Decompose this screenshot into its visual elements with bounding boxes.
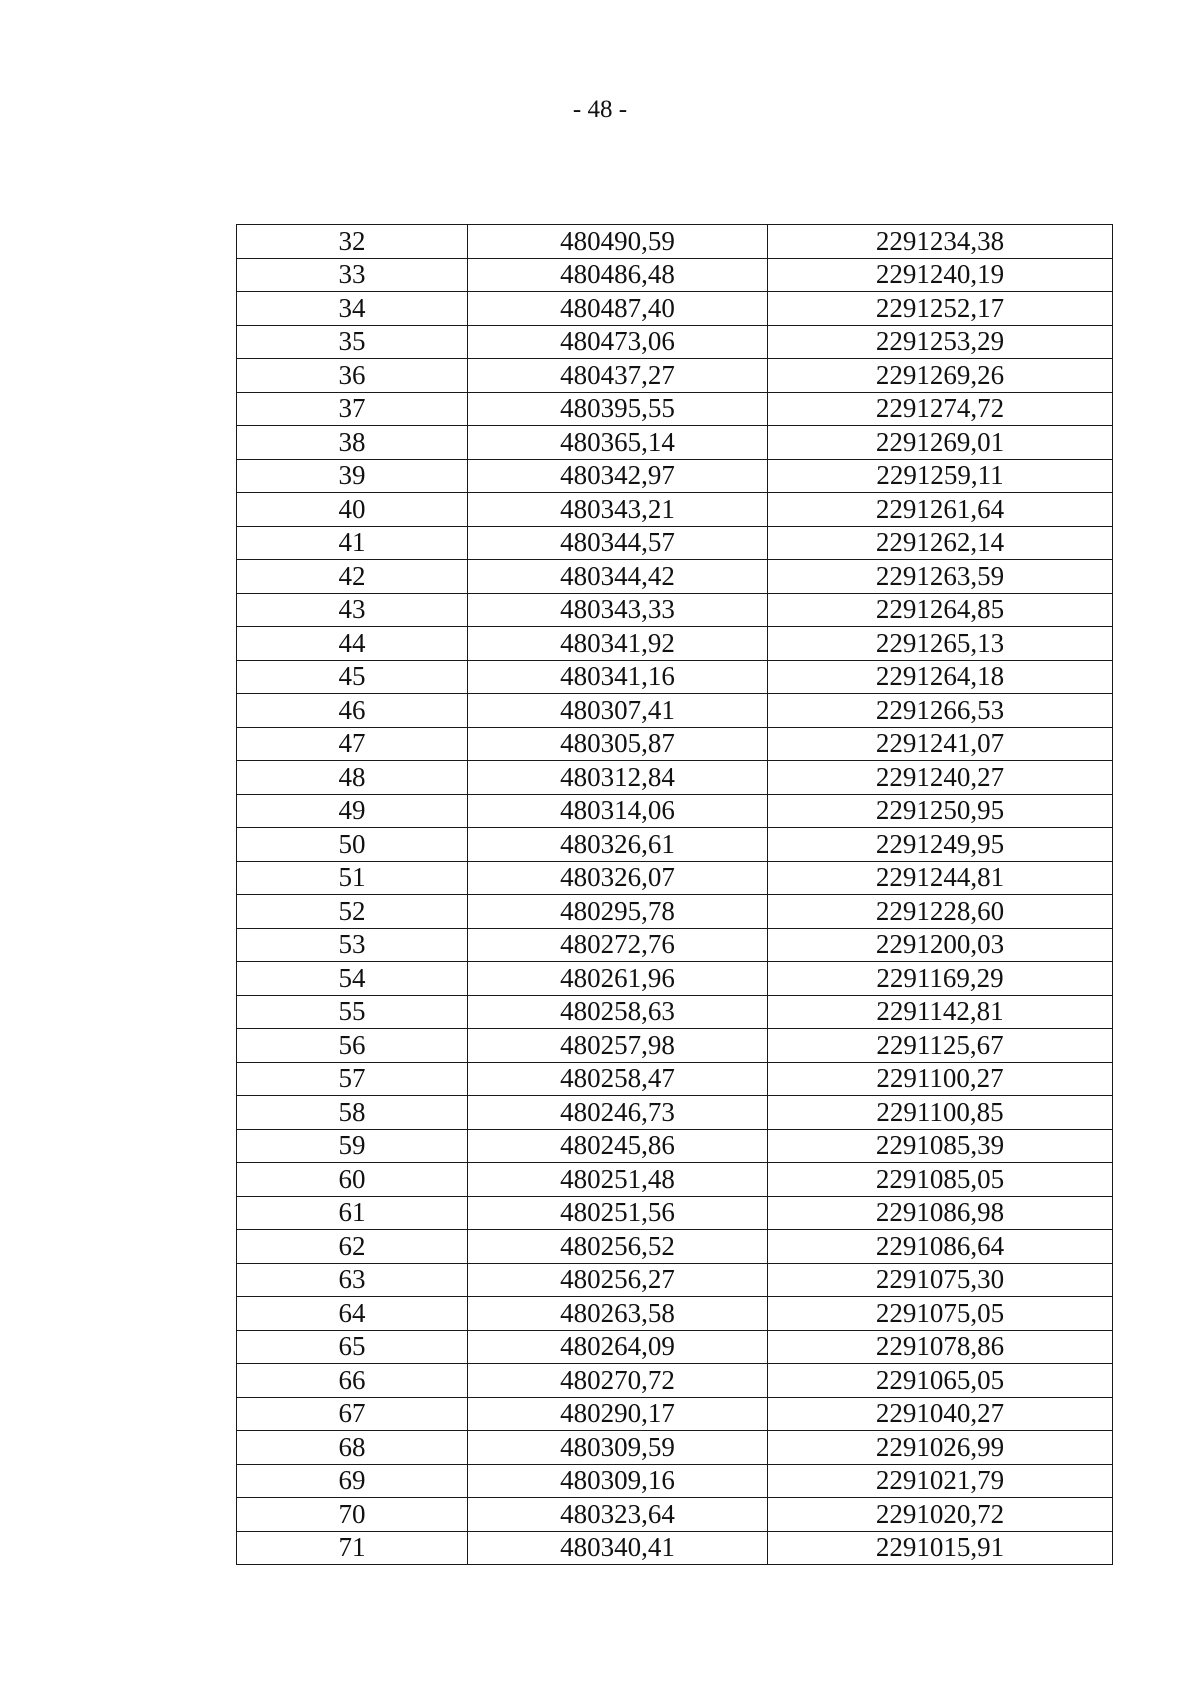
point-number-cell: 69 xyxy=(237,1464,468,1498)
point-number-cell: 37 xyxy=(237,392,468,426)
y-coordinate-cell: 2291266,53 xyxy=(768,694,1113,728)
y-coordinate-cell: 2291269,01 xyxy=(768,426,1113,460)
table-row xyxy=(237,1397,1113,1431)
x-coordinate-cell: 480340,41 xyxy=(468,1531,768,1565)
point-number-cell: 51 xyxy=(237,861,468,895)
y-coordinate-cell: 2291263,59 xyxy=(768,560,1113,594)
table-row xyxy=(237,895,1113,929)
x-coordinate-cell: 480270,72 xyxy=(468,1364,768,1398)
point-number-cell: 44 xyxy=(237,627,468,661)
x-coordinate-cell: 480486,48 xyxy=(468,258,768,292)
point-number-cell: 46 xyxy=(237,694,468,728)
y-coordinate-cell: 2291234,38 xyxy=(768,225,1113,259)
table-row xyxy=(237,1230,1113,1264)
x-coordinate-cell: 480365,14 xyxy=(468,426,768,460)
y-coordinate-cell: 2291264,18 xyxy=(768,660,1113,694)
x-coordinate-cell: 480261,96 xyxy=(468,962,768,996)
point-number-cell: 49 xyxy=(237,794,468,828)
table-row xyxy=(237,1297,1113,1331)
point-number-cell: 41 xyxy=(237,526,468,560)
table-row xyxy=(237,1263,1113,1297)
table-row xyxy=(237,560,1113,594)
y-coordinate-cell: 2291085,05 xyxy=(768,1163,1113,1197)
x-coordinate-cell: 480264,09 xyxy=(468,1330,768,1364)
y-coordinate-cell: 2291065,05 xyxy=(768,1364,1113,1398)
table-row xyxy=(237,459,1113,493)
x-coordinate-cell: 480437,27 xyxy=(468,359,768,393)
point-number-cell: 34 xyxy=(237,292,468,326)
point-number-cell: 48 xyxy=(237,761,468,795)
x-coordinate-cell: 480245,86 xyxy=(468,1129,768,1163)
y-coordinate-cell: 2291228,60 xyxy=(768,895,1113,929)
table-row xyxy=(237,627,1113,661)
table-row xyxy=(237,493,1113,527)
x-coordinate-cell: 480256,52 xyxy=(468,1230,768,1264)
table-row xyxy=(237,292,1113,326)
x-coordinate-cell: 480309,59 xyxy=(468,1431,768,1465)
y-coordinate-cell: 2291262,14 xyxy=(768,526,1113,560)
y-coordinate-cell: 2291249,95 xyxy=(768,828,1113,862)
table-row xyxy=(237,1431,1113,1465)
point-number-cell: 42 xyxy=(237,560,468,594)
point-number-cell: 59 xyxy=(237,1129,468,1163)
x-coordinate-cell: 480307,41 xyxy=(468,694,768,728)
x-coordinate-cell: 480257,98 xyxy=(468,1029,768,1063)
x-coordinate-cell: 480490,59 xyxy=(468,225,768,259)
x-coordinate-cell: 480309,16 xyxy=(468,1464,768,1498)
x-coordinate-cell: 480305,87 xyxy=(468,727,768,761)
point-number-cell: 62 xyxy=(237,1230,468,1264)
y-coordinate-cell: 2291015,91 xyxy=(768,1531,1113,1565)
point-number-cell: 36 xyxy=(237,359,468,393)
x-coordinate-cell: 480326,61 xyxy=(468,828,768,862)
point-number-cell: 68 xyxy=(237,1431,468,1465)
table-row xyxy=(237,1531,1113,1565)
x-coordinate-cell: 480272,76 xyxy=(468,928,768,962)
point-number-cell: 33 xyxy=(237,258,468,292)
y-coordinate-cell: 2291100,27 xyxy=(768,1062,1113,1096)
y-coordinate-cell: 2291169,29 xyxy=(768,962,1113,996)
table-row xyxy=(237,794,1113,828)
table-row xyxy=(237,1364,1113,1398)
x-coordinate-cell: 480246,73 xyxy=(468,1096,768,1130)
y-coordinate-cell: 2291100,85 xyxy=(768,1096,1113,1130)
y-coordinate-cell: 2291086,64 xyxy=(768,1230,1113,1264)
x-coordinate-cell: 480251,56 xyxy=(468,1196,768,1230)
point-number-cell: 61 xyxy=(237,1196,468,1230)
point-number-cell: 45 xyxy=(237,660,468,694)
point-number-cell: 66 xyxy=(237,1364,468,1398)
y-coordinate-cell: 2291026,99 xyxy=(768,1431,1113,1465)
x-coordinate-cell: 480344,57 xyxy=(468,526,768,560)
x-coordinate-cell: 480251,48 xyxy=(468,1163,768,1197)
x-coordinate-cell: 480312,84 xyxy=(468,761,768,795)
x-coordinate-cell: 480473,06 xyxy=(468,325,768,359)
y-coordinate-cell: 2291125,67 xyxy=(768,1029,1113,1063)
point-number-cell: 58 xyxy=(237,1096,468,1130)
point-number-cell: 35 xyxy=(237,325,468,359)
table-row xyxy=(237,1163,1113,1197)
table-row xyxy=(237,1196,1113,1230)
point-number-cell: 67 xyxy=(237,1397,468,1431)
point-number-cell: 32 xyxy=(237,225,468,259)
point-number-cell: 55 xyxy=(237,995,468,1029)
table-row xyxy=(237,962,1113,996)
y-coordinate-cell: 2291085,39 xyxy=(768,1129,1113,1163)
table-row xyxy=(237,727,1113,761)
y-coordinate-cell: 2291075,30 xyxy=(768,1263,1113,1297)
x-coordinate-cell: 480258,63 xyxy=(468,995,768,1029)
table-row xyxy=(237,1062,1113,1096)
point-number-cell: 53 xyxy=(237,928,468,962)
table-row xyxy=(237,1464,1113,1498)
table-row xyxy=(237,694,1113,728)
table-row xyxy=(237,526,1113,560)
y-coordinate-cell: 2291086,98 xyxy=(768,1196,1113,1230)
table-row xyxy=(237,995,1113,1029)
y-coordinate-cell: 2291240,27 xyxy=(768,761,1113,795)
y-coordinate-cell: 2291241,07 xyxy=(768,727,1113,761)
table-row xyxy=(237,325,1113,359)
x-coordinate-cell: 480343,21 xyxy=(468,493,768,527)
table-row xyxy=(237,1330,1113,1364)
table-row xyxy=(237,828,1113,862)
table-row xyxy=(237,1498,1113,1532)
table-row xyxy=(237,861,1113,895)
table-row xyxy=(237,225,1113,259)
point-number-cell: 57 xyxy=(237,1062,468,1096)
table-row xyxy=(237,1029,1113,1063)
y-coordinate-cell: 2291244,81 xyxy=(768,861,1113,895)
y-coordinate-cell: 2291253,29 xyxy=(768,325,1113,359)
y-coordinate-cell: 2291240,19 xyxy=(768,258,1113,292)
point-number-cell: 60 xyxy=(237,1163,468,1197)
y-coordinate-cell: 2291078,86 xyxy=(768,1330,1113,1364)
x-coordinate-cell: 480344,42 xyxy=(468,560,768,594)
point-number-cell: 70 xyxy=(237,1498,468,1532)
x-coordinate-cell: 480263,58 xyxy=(468,1297,768,1331)
point-number-cell: 54 xyxy=(237,962,468,996)
table-row xyxy=(237,761,1113,795)
y-coordinate-cell: 2291040,27 xyxy=(768,1397,1113,1431)
coordinates-table-body xyxy=(237,225,1113,1565)
point-number-cell: 39 xyxy=(237,459,468,493)
y-coordinate-cell: 2291020,72 xyxy=(768,1498,1113,1532)
table-row xyxy=(237,359,1113,393)
y-coordinate-cell: 2291269,26 xyxy=(768,359,1113,393)
y-coordinate-cell: 2291264,85 xyxy=(768,593,1113,627)
y-coordinate-cell: 2291200,03 xyxy=(768,928,1113,962)
point-number-cell: 43 xyxy=(237,593,468,627)
point-number-cell: 47 xyxy=(237,727,468,761)
table-row xyxy=(237,258,1113,292)
coordinates-table xyxy=(236,224,1113,1565)
table-row xyxy=(237,593,1113,627)
x-coordinate-cell: 480290,17 xyxy=(468,1397,768,1431)
table-row xyxy=(237,1129,1113,1163)
x-coordinate-cell: 480341,16 xyxy=(468,660,768,694)
y-coordinate-cell: 2291142,81 xyxy=(768,995,1113,1029)
y-coordinate-cell: 2291252,17 xyxy=(768,292,1113,326)
x-coordinate-cell: 480258,47 xyxy=(468,1062,768,1096)
y-coordinate-cell: 2291075,05 xyxy=(768,1297,1113,1331)
x-coordinate-cell: 480326,07 xyxy=(468,861,768,895)
y-coordinate-cell: 2291274,72 xyxy=(768,392,1113,426)
point-number-cell: 64 xyxy=(237,1297,468,1331)
x-coordinate-cell: 480487,40 xyxy=(468,292,768,326)
table-row xyxy=(237,1096,1113,1130)
y-coordinate-cell: 2291021,79 xyxy=(768,1464,1113,1498)
point-number-cell: 50 xyxy=(237,828,468,862)
x-coordinate-cell: 480295,78 xyxy=(468,895,768,929)
point-number-cell: 56 xyxy=(237,1029,468,1063)
x-coordinate-cell: 480256,27 xyxy=(468,1263,768,1297)
y-coordinate-cell: 2291250,95 xyxy=(768,794,1113,828)
point-number-cell: 63 xyxy=(237,1263,468,1297)
point-number-cell: 38 xyxy=(237,426,468,460)
x-coordinate-cell: 480342,97 xyxy=(468,459,768,493)
table-row xyxy=(237,928,1113,962)
table-row xyxy=(237,660,1113,694)
y-coordinate-cell: 2291259,11 xyxy=(768,459,1113,493)
x-coordinate-cell: 480323,64 xyxy=(468,1498,768,1532)
x-coordinate-cell: 480343,33 xyxy=(468,593,768,627)
page-number: - 48 - xyxy=(572,96,628,123)
table-row xyxy=(237,426,1113,460)
x-coordinate-cell: 480341,92 xyxy=(468,627,768,661)
point-number-cell: 65 xyxy=(237,1330,468,1364)
y-coordinate-cell: 2291261,64 xyxy=(768,493,1113,527)
y-coordinate-cell: 2291265,13 xyxy=(768,627,1113,661)
point-number-cell: 71 xyxy=(237,1531,468,1565)
x-coordinate-cell: 480314,06 xyxy=(468,794,768,828)
table-row xyxy=(237,392,1113,426)
point-number-cell: 52 xyxy=(237,895,468,929)
x-coordinate-cell: 480395,55 xyxy=(468,392,768,426)
point-number-cell: 40 xyxy=(237,493,468,527)
